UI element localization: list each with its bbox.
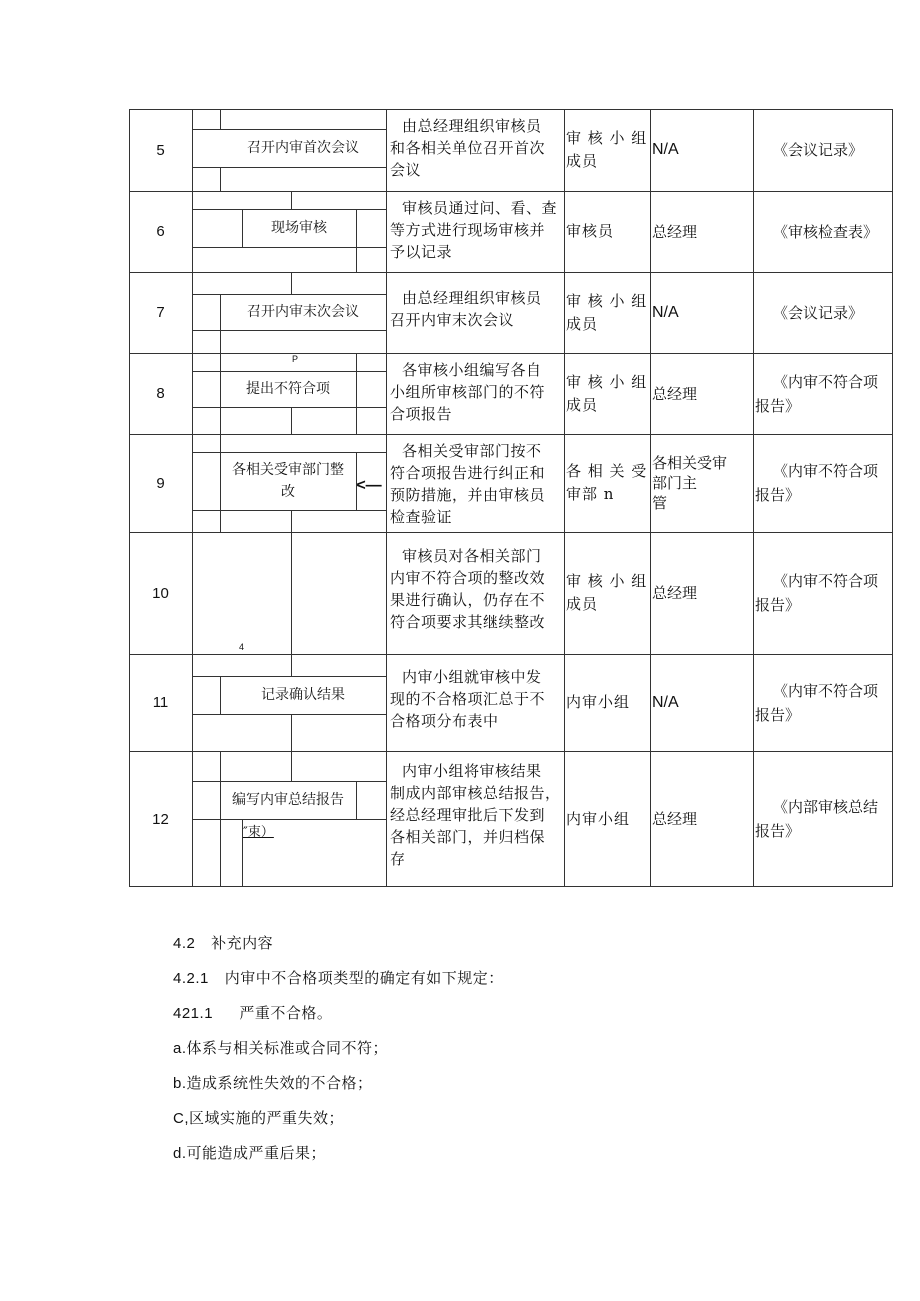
- grid-line: [291, 191, 292, 209]
- step-number: 9: [156, 474, 165, 492]
- grid-line: [220, 751, 221, 887]
- record: [753, 220, 893, 244]
- approver: [650, 140, 753, 160]
- step-description-line: 存: [390, 850, 406, 868]
- responsible-line: 审部 n: [566, 485, 615, 503]
- approver: [650, 583, 753, 603]
- step-number: 8: [156, 385, 165, 402]
- grid-line: [356, 781, 357, 819]
- responsible-line: 内审小组: [566, 809, 631, 828]
- step-description-line: 审核员通过问、看、查: [402, 199, 558, 217]
- approver-line: 部门主: [652, 474, 698, 492]
- record: [753, 459, 893, 507]
- approver-line: 各相关受审: [652, 454, 728, 472]
- responsible: [564, 371, 650, 417]
- responsible-line: 各 相 关 受: [566, 462, 648, 480]
- grid-line: [291, 714, 292, 751]
- step-description-line: 各相关部门，并归档保: [390, 828, 546, 846]
- list-item-label: a.: [173, 1040, 187, 1057]
- record: [753, 301, 893, 325]
- subsubsection-heading: [173, 1002, 332, 1023]
- record: [753, 138, 893, 162]
- list-item: [173, 1072, 373, 1093]
- approver-line: 总经理: [652, 810, 698, 828]
- grid-line: [291, 654, 292, 676]
- list-item-label: C,: [173, 1110, 189, 1127]
- grid-line: [291, 407, 292, 434]
- step-description-line: 检查验证: [390, 508, 453, 526]
- approver-line: 总经理: [652, 584, 698, 602]
- record-line: 《内审不符合项: [773, 681, 879, 700]
- step-description-line: 和各相关单位召开首次: [390, 139, 546, 157]
- responsible-line: 审 核 小 组: [566, 291, 648, 310]
- responsible: [564, 691, 650, 714]
- list-item-text: 造成系统性失效的不合格；: [186, 1074, 373, 1092]
- record-line: 报告》: [755, 822, 801, 840]
- responsible: [564, 460, 650, 506]
- grid-line: [291, 272, 292, 294]
- grid-line: [386, 109, 387, 887]
- section-heading-text: 补充内容: [211, 934, 274, 952]
- subsection-heading: [173, 967, 504, 988]
- step-description-line: 符合项要求其继续整改: [390, 613, 546, 631]
- step-description: [388, 666, 564, 732]
- subsection-text: 内审中不合格项类型的确定有如下规定：: [224, 969, 504, 987]
- step-description-line: 各审核小组编写各自: [402, 361, 542, 379]
- grid-line: [192, 714, 386, 715]
- step-description-line: 予以记录: [390, 243, 453, 261]
- step-description-line: 制成内部审核总结报告，: [390, 784, 561, 802]
- step-description: [388, 197, 564, 263]
- list-item-text: 体系与相关标准或合同不符；: [186, 1039, 389, 1057]
- responsible-line: 审核员: [566, 222, 615, 240]
- flow-step-label: 各相关受审部门整改: [232, 462, 344, 500]
- approver-line: N/A: [652, 693, 679, 711]
- record-line: 《内部审核总结: [773, 798, 879, 816]
- responsible-line: 审 核 小 组: [566, 372, 648, 391]
- responsible-line: 审 核 小 组: [566, 572, 648, 590]
- responsible-line: 成员: [566, 595, 599, 613]
- grid-line: [129, 751, 893, 752]
- record: [753, 679, 893, 727]
- section-heading-number: 4.2: [173, 935, 196, 952]
- list-item-label: d.: [173, 1145, 187, 1162]
- page-mark-four: 4: [239, 642, 245, 652]
- approver-line: 总经理: [652, 384, 698, 403]
- grid-line: [129, 654, 893, 655]
- step-description-line: 合项报告: [390, 405, 453, 423]
- flow-step-label: 编写内审总结报告: [232, 792, 344, 808]
- responsible-line: 成员: [566, 314, 599, 333]
- responsible: [564, 808, 650, 831]
- grid-line: [291, 532, 292, 654]
- step-description-line: 各相关受审部门按不: [402, 442, 542, 460]
- grid-line: [192, 167, 386, 168]
- flow-step-label: 召开内审首次会议: [247, 140, 359, 156]
- step-description-line: 内审小组就审核中发: [402, 667, 542, 686]
- step-description-line: 由总经理组织审核员: [402, 288, 542, 307]
- step-description-line: 由总经理组织审核员: [402, 117, 542, 135]
- grid-line: [129, 532, 893, 533]
- step-description-line: 符合项报告进行纠正和: [390, 464, 546, 482]
- grid-line: [192, 510, 386, 511]
- grid-line: [220, 109, 221, 129]
- approver-line: 管: [652, 494, 668, 512]
- record: [753, 370, 893, 418]
- grid-line: [356, 209, 357, 272]
- step-description-line: 果进行确认，仍存在不: [390, 591, 546, 609]
- grid-line: [129, 272, 893, 273]
- record-line: 《内审不符合项: [773, 572, 879, 590]
- step-description: [388, 115, 564, 181]
- responsible: [564, 127, 650, 173]
- responsible-line: 审 核 小 组: [566, 129, 648, 147]
- subsection-number: 4.2.1: [173, 970, 209, 987]
- step-description: [388, 545, 564, 633]
- approver: [650, 222, 753, 242]
- grid-line: [129, 434, 893, 435]
- record-line: 《会议记录》: [773, 303, 864, 322]
- subsubsection-text: 严重不合格。: [239, 1004, 333, 1022]
- step-description: [388, 359, 564, 425]
- record-line: 报告》: [755, 396, 801, 415]
- record-line: 报告》: [755, 596, 801, 614]
- approver: [650, 384, 753, 404]
- approver: [650, 303, 753, 323]
- grid-line: [356, 353, 357, 434]
- responsible-line: 成员: [566, 395, 599, 414]
- grid-line: [192, 330, 386, 331]
- list-item: [173, 1037, 388, 1058]
- record-line: 《会议记录》: [773, 141, 864, 159]
- step-number: 7: [156, 304, 165, 321]
- list-item-label: b.: [173, 1075, 187, 1092]
- p-mark: P: [292, 354, 299, 364]
- step-description-line: 内审小组将审核结果: [402, 762, 542, 780]
- record: [753, 795, 893, 843]
- responsible: [564, 220, 650, 243]
- grid-line: [220, 167, 221, 191]
- grid-line: [129, 353, 893, 354]
- flow-step-label: 召开内审末次会议: [247, 304, 359, 320]
- step-description: [388, 440, 564, 528]
- list-item-text: 可能造成严重后果；: [186, 1144, 327, 1162]
- subsubsection-number: 421.1: [173, 1005, 214, 1022]
- step-description-line: 召开内审末次会议: [390, 310, 515, 329]
- step-number: 11: [152, 694, 169, 711]
- step-description-line: 现的不合格项汇总于不: [390, 689, 546, 708]
- record-line: 《内审不符合项: [773, 372, 879, 391]
- record-line: 报告》: [755, 486, 801, 504]
- record-line: 报告》: [755, 705, 801, 724]
- step-description-line: 小组所审核部门的不符: [390, 383, 546, 401]
- grid-line: [129, 191, 893, 192]
- grid-line: [192, 819, 386, 820]
- end-mark: ″束）: [243, 825, 274, 840]
- step-description-line: 审核员对各相关部门: [402, 547, 542, 565]
- step-description-line: 内审不符合项的整改效: [390, 569, 546, 587]
- step-description: [388, 287, 564, 331]
- approver: [650, 693, 753, 713]
- step-number: 10: [152, 584, 169, 602]
- approver-line: N/A: [652, 141, 679, 158]
- approver-line: N/A: [652, 303, 679, 321]
- step-number: 5: [156, 141, 165, 159]
- list-item-text: 区域实施的严重失效；: [189, 1109, 345, 1127]
- approver: [650, 453, 753, 513]
- step-description-line: 会议: [390, 161, 422, 179]
- step-description-line: 等方式进行现场审核并: [390, 221, 546, 239]
- grid-line: [192, 109, 193, 887]
- step-description: [388, 760, 564, 870]
- list-item: [173, 1142, 326, 1163]
- responsible: [564, 290, 650, 336]
- section-heading: [173, 932, 273, 953]
- flow-step-label: 现场审核: [271, 220, 327, 236]
- approver: [650, 809, 753, 829]
- approver-line: 总经理: [652, 222, 698, 241]
- step-description-line: 经总经理审批后下发到: [390, 806, 546, 824]
- flow-step-label: 提出不符合项: [246, 381, 330, 397]
- arrow-left-icon: <—: [356, 477, 382, 494]
- step-description-line: 预防措施，并由审核员: [390, 486, 546, 504]
- record: [753, 569, 893, 617]
- record-line: 《内审不符合项: [773, 462, 879, 480]
- grid-line: [291, 510, 292, 532]
- responsible-line: 成员: [566, 152, 599, 170]
- record-line: 《审核检查表》: [773, 222, 879, 241]
- step-number: 6: [156, 223, 165, 240]
- grid-line: [291, 751, 292, 781]
- list-item: [173, 1107, 344, 1128]
- flow-step-label: 记录确认结果: [261, 687, 345, 703]
- responsible-line: 内审小组: [566, 693, 631, 711]
- responsible: [564, 570, 650, 616]
- step-number: 12: [152, 810, 169, 828]
- audit-process-table: [129, 109, 893, 887]
- step-description-line: 合格项分布表中: [390, 711, 499, 730]
